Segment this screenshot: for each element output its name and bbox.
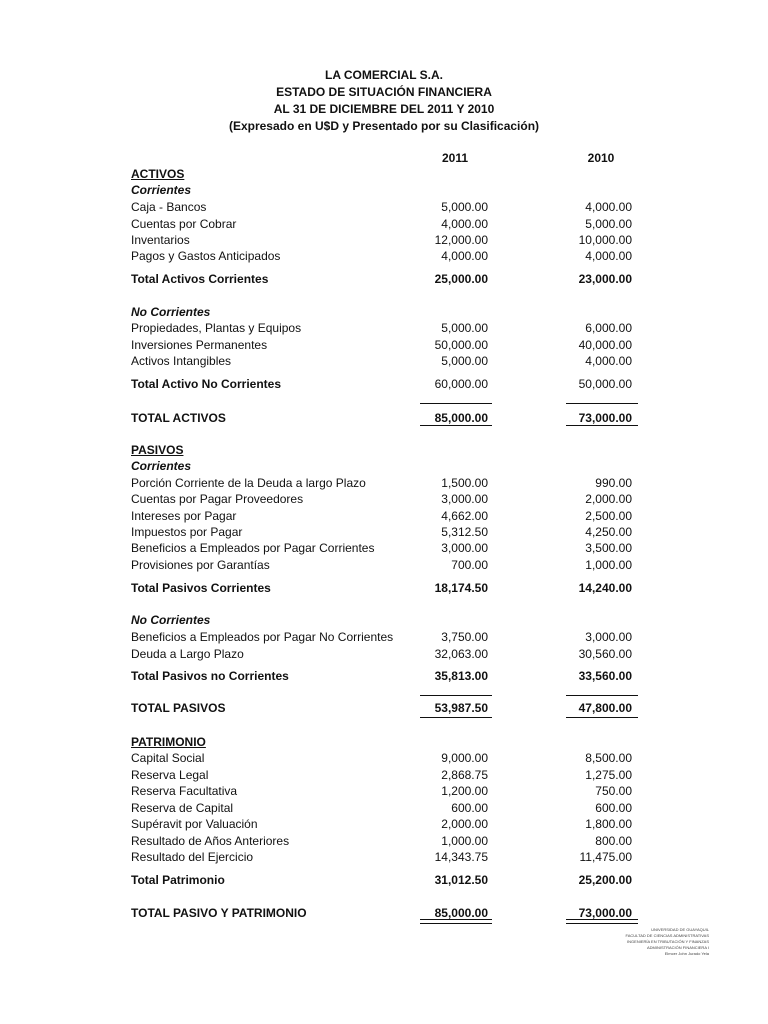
total-value-2010: 23,000.00 — [578, 272, 632, 286]
row-value-2010: 990.00 — [595, 476, 632, 490]
row-value-2010: 1,000.00 — [585, 558, 632, 572]
row-value-2011: 2,868.75 — [441, 768, 488, 782]
total-label: Total Activo No Corrientes — [131, 377, 282, 391]
footer-line: INGENIERÍA EN TRIBUTACIÓN Y FINANZAS — [627, 939, 709, 944]
rule — [420, 403, 492, 404]
total-value-2010: 25,200.00 — [578, 873, 632, 887]
row-value-2010: 600.00 — [595, 801, 632, 815]
total-label: Total Pasivos Corrientes — [131, 581, 271, 595]
row-value-2010: 11,475.00 — [579, 850, 632, 864]
row-value-2011: 700.00 — [451, 558, 488, 572]
row-value-2010: 6,000.00 — [585, 321, 632, 335]
row-value-2011: 5,000.00 — [441, 321, 488, 335]
row-label: Beneficios a Empleados por Pagar Corrientes — [131, 541, 375, 555]
row-value-2010: 4,000.00 — [585, 200, 632, 214]
row-label: Cuentas por Cobrar — [131, 217, 237, 231]
row-label: Intereses por Pagar — [131, 509, 237, 523]
subsection-activos-no-corrientes: No Corrientes — [131, 305, 211, 319]
row-label: Resultado del Ejercicio — [131, 850, 254, 864]
row-value-2011: 4,662.00 — [441, 509, 488, 523]
rule — [420, 425, 492, 426]
total-label: Total Pasivos no Corrientes — [131, 669, 289, 683]
total-value-2011: 85,000.00 — [434, 411, 488, 425]
row-label: Caja - Bancos — [131, 200, 207, 214]
row-value-2011: 5,000.00 — [441, 200, 488, 214]
rule — [420, 717, 492, 718]
subsection-pasivos-no-corrientes: No Corrientes — [131, 613, 211, 627]
row-value-2011: 4,000.00 — [441, 249, 488, 263]
total-value-2010: 14,240.00 — [578, 581, 632, 595]
row-label: Impuestos por Pagar — [131, 525, 243, 539]
row-value-2011: 1,200.00 — [441, 784, 488, 798]
rule — [566, 717, 638, 718]
row-value-2010: 40,000.00 — [578, 338, 632, 352]
row-label: Provisiones por Garantías — [131, 558, 270, 572]
row-value-2010: 4,000.00 — [585, 249, 632, 263]
rule — [420, 695, 492, 696]
total-value-2011: 18,174.50 — [434, 581, 488, 595]
row-value-2011: 5,312.50 — [441, 525, 488, 539]
grand-total-label: TOTAL PASIVO Y PATRIMONIO — [131, 906, 307, 920]
row-label: Propiedades, Plantas y Equipos — [131, 321, 302, 335]
row-value-2011: 2,000.00 — [441, 817, 488, 831]
row-label: Activos Intangibles — [131, 354, 232, 368]
total-label: Total Patrimonio — [131, 873, 225, 887]
section-activos: ACTIVOS — [131, 167, 185, 181]
row-label: Beneficios a Empleados por Pagar No Corrientes — [131, 630, 394, 644]
row-label: Inversiones Permanentes — [131, 338, 268, 352]
footer-line: FACULTAD DE CIENCIAS ADMINISTRATIVAS — [625, 933, 709, 938]
company-name: LA COMERCIAL S.A. — [324, 68, 444, 82]
row-value-2010: 1,275.00 — [585, 768, 632, 782]
row-label: Capital Social — [131, 751, 205, 765]
footer-line: UNIVERSIDAD DE GUAYAQUIL — [651, 927, 709, 932]
statement-note: (Expresado en U$D y Presentado por su Clasificación) — [228, 119, 540, 133]
total-label: TOTAL ACTIVOS — [131, 411, 226, 425]
row-value-2010: 4,000.00 — [585, 354, 632, 368]
row-label: Supéravit por Valuación — [131, 817, 258, 831]
row-value-2010: 2,000.00 — [585, 492, 632, 506]
grand-total-value-2011: 85,000.00 — [434, 906, 488, 920]
rule — [566, 425, 638, 426]
statement-title: ESTADO DE SITUACIÓN FINANCIERA — [276, 85, 492, 99]
row-value-2010: 4,250.00 — [585, 525, 632, 539]
row-value-2011: 1,000.00 — [441, 834, 488, 848]
footer-line: ADMINISTRACIÓN FINANCIERA I — [646, 945, 709, 950]
row-label: Deuda a Largo Plazo — [131, 647, 244, 661]
row-label: Inventarios — [131, 233, 190, 247]
row-value-2011: 32,063.00 — [434, 647, 488, 661]
row-value-2011: 3,000.00 — [441, 541, 488, 555]
column-2011: 2011 — [441, 151, 469, 165]
total-label: Total Activos Corrientes — [131, 272, 269, 286]
row-value-2010: 2,500.00 — [585, 509, 632, 523]
total-value-2010: 73,000.00 — [578, 411, 632, 425]
row-value-2010: 750.00 — [595, 784, 632, 798]
column-2010: 2010 — [587, 151, 615, 165]
total-value-2010: 47,800.00 — [578, 701, 632, 715]
row-value-2011: 50,000.00 — [434, 338, 488, 352]
total-label: TOTAL PASIVOS — [131, 701, 226, 715]
row-value-2011: 9,000.00 — [441, 751, 488, 765]
row-value-2010: 5,000.00 — [585, 217, 632, 231]
row-value-2010: 10,000.00 — [578, 233, 632, 247]
row-value-2011: 600.00 — [451, 801, 488, 815]
statement-date: AL 31 DE DICIEMBRE DEL 2011 Y 2010 — [273, 102, 495, 116]
row-value-2011: 5,000.00 — [441, 354, 488, 368]
row-label: Pagos y Gastos Anticipados — [131, 249, 281, 263]
double-rule — [566, 919, 638, 924]
section-pasivos: PASIVOS — [131, 443, 184, 457]
row-value-2011: 4,000.00 — [441, 217, 488, 231]
total-value-2011: 31,012.50 — [434, 873, 488, 887]
row-value-2011: 1,500.00 — [441, 476, 488, 490]
row-value-2010: 3,000.00 — [585, 630, 632, 644]
grand-total-value-2010: 73,000.00 — [578, 906, 632, 920]
row-value-2011: 12,000.00 — [434, 233, 488, 247]
row-value-2011: 3,000.00 — [441, 492, 488, 506]
subsection-activos-corrientes: Corrientes — [131, 183, 192, 197]
row-value-2010: 1,800.00 — [585, 817, 632, 831]
footer-line: Elmcer John Jurado Yela — [664, 951, 709, 956]
row-label: Reserva Facultativa — [131, 784, 238, 798]
double-rule — [420, 919, 492, 924]
row-label: Reserva Legal — [131, 768, 209, 782]
row-label: Resultado de Años Anteriores — [131, 834, 290, 848]
row-value-2011: 14,343.75 — [434, 850, 488, 864]
rule — [566, 403, 638, 404]
row-label: Cuentas por Pagar Proveedores — [131, 492, 304, 506]
row-value-2011: 3,750.00 — [441, 630, 488, 644]
row-label: Reserva de Capital — [131, 801, 234, 815]
total-value-2010: 33,560.00 — [578, 669, 632, 683]
row-value-2010: 8,500.00 — [585, 751, 632, 765]
total-value-2011: 60,000.00 — [434, 377, 488, 391]
rule — [566, 695, 638, 696]
row-value-2010: 30,560.00 — [578, 647, 632, 661]
row-value-2010: 3,500.00 — [585, 541, 632, 555]
total-value-2011: 35,813.00 — [434, 669, 488, 683]
total-value-2010: 50,000.00 — [578, 377, 632, 391]
section-patrimonio: PATRIMONIO — [131, 735, 206, 749]
total-value-2011: 53,987.50 — [434, 701, 488, 715]
row-value-2010: 800.00 — [595, 834, 632, 848]
row-label: Porción Corriente de la Deuda a largo Plazo — [131, 476, 366, 490]
total-value-2011: 25,000.00 — [434, 272, 488, 286]
subsection-pasivos-corrientes: Corrientes — [131, 459, 192, 473]
